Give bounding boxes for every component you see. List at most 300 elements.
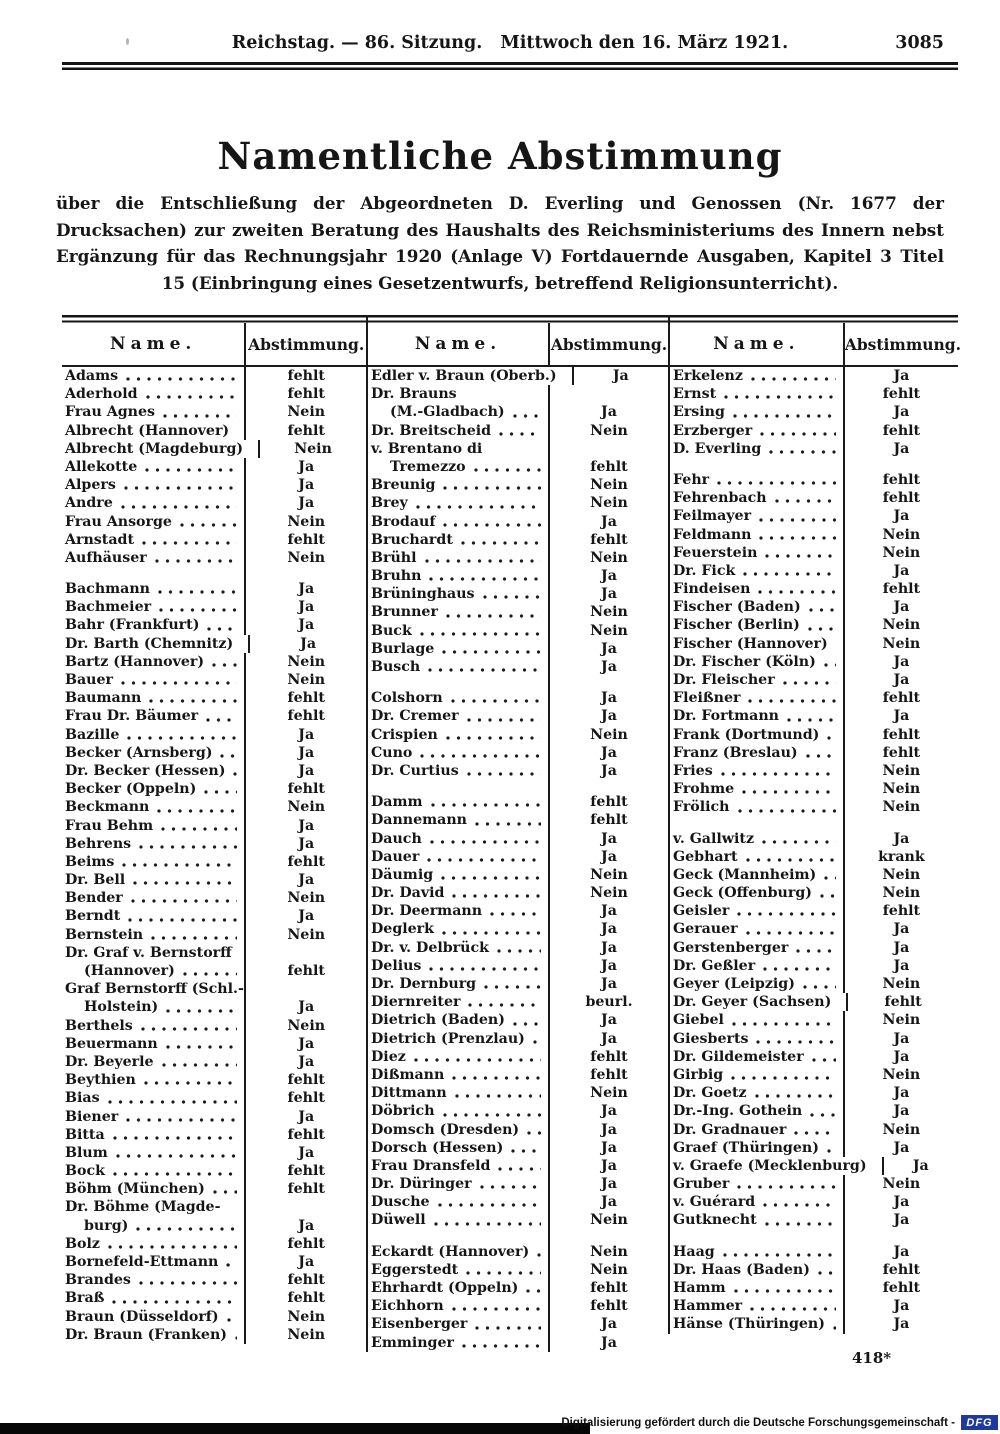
member-name-text: Döbrich (371, 1103, 435, 1120)
dot-leader (808, 627, 836, 631)
dot-leader (429, 967, 541, 971)
member-name (62, 1144, 244, 1162)
member-name (670, 1066, 843, 1084)
vote-value: Nein (843, 762, 958, 780)
member-name (670, 1315, 843, 1333)
dot-leader (126, 1118, 237, 1122)
member-name-text: Dr. Barth (Chemnitz) (65, 635, 234, 652)
table-row (670, 1297, 958, 1315)
table-row (62, 1308, 366, 1326)
dfg-logo: DFG (961, 1415, 998, 1430)
member-name (368, 403, 548, 421)
table-row (62, 671, 366, 689)
vote-value: Nein (244, 513, 366, 531)
dot-leader (124, 486, 238, 490)
member-name-text: Bartz (Hannover) (65, 653, 205, 670)
page-number: 3085 (895, 33, 944, 53)
member-name-text: Dr.-Ing. Gothein (673, 1103, 803, 1120)
dot-leader (121, 505, 238, 509)
member-name-text: Diez (371, 1048, 406, 1065)
table-row (670, 884, 958, 902)
scan-edge-artifact (0, 1423, 590, 1434)
dot-leader (113, 1172, 237, 1176)
table-row (62, 1271, 366, 1289)
member-name (62, 422, 244, 440)
table-row (62, 616, 366, 634)
table-row (368, 440, 668, 458)
member-name-text: Dr. Deermann (371, 903, 483, 920)
member-name (368, 513, 548, 531)
member-name (368, 1030, 548, 1048)
vote-value: Ja (244, 817, 366, 835)
member-name-text: Dr. Curtius (371, 762, 459, 779)
dot-leader (827, 736, 835, 740)
vote-value: Ja (248, 635, 366, 653)
member-name (368, 811, 548, 829)
vote-value: fehlt (843, 422, 958, 440)
member-name (62, 817, 244, 835)
member-name (62, 1235, 244, 1253)
dot-leader (490, 912, 541, 916)
vote-value (548, 385, 668, 403)
dot-leader (462, 1344, 541, 1348)
member-name (670, 975, 843, 993)
vote-value: Ja (548, 1030, 668, 1048)
dot-leader (511, 1149, 541, 1153)
member-name (670, 848, 843, 866)
table-row (62, 744, 366, 762)
member-name-text: (M.-Gladbach) (390, 404, 505, 421)
table-row (670, 1030, 958, 1048)
member-name-text: Dr. Haas (Baden) (673, 1261, 810, 1278)
member-name-text: Brühl (371, 549, 417, 566)
member-name (670, 1279, 843, 1297)
vote-value: fehlt (244, 689, 366, 707)
member-name (670, 1011, 843, 1029)
member-name-text: Dauch (371, 830, 422, 847)
table-row (670, 762, 958, 780)
dot-leader (149, 699, 237, 703)
member-name (368, 458, 548, 476)
dot-leader (414, 1058, 541, 1062)
block-gap-row (670, 1230, 958, 1243)
member-name (62, 762, 244, 780)
member-name-text: Beuermann (65, 1035, 158, 1052)
dot-leader (806, 754, 836, 758)
dot-leader (474, 468, 541, 472)
table-row (368, 744, 668, 762)
member-name (62, 598, 244, 616)
table-row (670, 598, 958, 616)
vote-value: Nein (244, 549, 366, 567)
vote-value: Nein (548, 1211, 668, 1229)
vote-value: Nein (548, 1243, 668, 1261)
member-name-text: Frohme (673, 781, 735, 798)
member-name-text: Dr. Cremer (371, 708, 459, 725)
member-name-text: Beckmann (65, 799, 150, 816)
dot-leader (159, 608, 237, 612)
vote-value (548, 1230, 668, 1243)
table-row (368, 403, 668, 421)
block-gap-row (368, 780, 668, 793)
vote-value: Ja (548, 689, 668, 707)
member-name (670, 884, 843, 902)
table-row (670, 489, 958, 507)
vote-value: Ja (244, 835, 366, 853)
member-name-text: Crispien (371, 726, 438, 743)
vote-value: Ja (843, 671, 958, 689)
member-name-text: Adams (65, 368, 119, 384)
dot-leader (820, 894, 836, 898)
name-column-header: Name. (713, 334, 800, 354)
dot-leader (475, 1326, 541, 1330)
member-name (670, 762, 843, 780)
table-row (62, 1053, 366, 1071)
dot-leader (796, 949, 835, 953)
vote-value: fehlt (548, 1297, 668, 1315)
vote-value (244, 944, 366, 962)
dot-leader (163, 414, 237, 418)
member-name-text: Brandes (65, 1272, 131, 1289)
dot-leader (113, 1136, 238, 1140)
vote-value: Ja (548, 1139, 668, 1157)
vote-value: fehlt (244, 1289, 366, 1307)
table-row (62, 476, 366, 494)
table-row (670, 1175, 958, 1193)
member-name (62, 944, 244, 962)
member-name (62, 1308, 244, 1326)
member-name-text: Braß (65, 1290, 105, 1307)
vote-value: fehlt (548, 793, 668, 811)
vote-value: Ja (548, 1193, 668, 1211)
member-name-text: Dr. Graf v. Bernstorff (65, 944, 232, 961)
vote-value: Nein (548, 726, 668, 744)
member-name-text: Burlage (371, 640, 435, 657)
dot-leader (416, 505, 541, 509)
vote-value (548, 780, 668, 793)
page-header (62, 33, 958, 53)
vote-value: Ja (244, 458, 366, 476)
table-row (368, 1157, 668, 1175)
member-name (670, 458, 843, 471)
dot-leader (446, 614, 541, 618)
member-name (670, 562, 843, 580)
member-name (62, 385, 244, 403)
member-name (670, 1030, 843, 1048)
member-name (368, 939, 548, 957)
dot-leader (139, 1281, 237, 1285)
table-row (62, 817, 366, 835)
vote-value: Ja (843, 1211, 958, 1229)
member-name (368, 744, 548, 762)
table-row (62, 494, 366, 512)
member-name (368, 1157, 548, 1175)
table-row (368, 422, 668, 440)
dot-leader (183, 972, 238, 976)
vote-value: Nein (548, 866, 668, 884)
member-name-text: Eggerstedt (371, 1261, 459, 1278)
member-name-text: Alpers (65, 477, 116, 494)
table-row (368, 1011, 668, 1029)
member-name (62, 403, 244, 421)
table-row (62, 403, 366, 421)
member-name-text: Edler v. Braun (Oberb.) (371, 368, 557, 384)
table-row (368, 494, 668, 512)
vote-value: Nein (843, 975, 958, 993)
vote-value: fehlt (548, 1066, 668, 1084)
table-row (62, 762, 366, 780)
dot-leader (142, 541, 237, 545)
member-name (368, 1211, 548, 1229)
member-name (62, 707, 244, 725)
dot-leader (108, 1100, 238, 1104)
vote-value: Ja (548, 902, 668, 920)
member-name-text: Ersing (673, 404, 725, 421)
table-row (670, 1261, 958, 1279)
dot-leader (751, 377, 836, 381)
member-name-text: Dr. Brauns (371, 386, 457, 403)
member-name (368, 1175, 548, 1193)
member-name-text: Dr. Beyerle (65, 1053, 154, 1070)
vote-table-column-2 (366, 315, 668, 1352)
table-row (670, 671, 958, 689)
vote-value: fehlt (244, 1071, 366, 1089)
member-name (62, 653, 244, 671)
table-row (62, 367, 366, 385)
dot-leader (166, 1009, 237, 1013)
vote-value: Nein (843, 526, 958, 544)
dot-leader (769, 450, 836, 454)
dot-leader (162, 1063, 238, 1067)
member-name-text: Dr. Düringer (371, 1176, 472, 1193)
member-name (670, 1193, 843, 1211)
member-name (670, 635, 843, 653)
table-row (62, 422, 366, 440)
member-name (670, 1230, 843, 1243)
member-name (368, 1193, 548, 1211)
vote-value: Ja (244, 580, 366, 598)
table-row (368, 1048, 668, 1066)
member-name-text: Gerauer (673, 921, 738, 938)
dot-leader (226, 1263, 237, 1267)
dot-leader (461, 541, 541, 545)
member-name-text: Fries (673, 762, 713, 779)
table-row (62, 1289, 366, 1307)
vote-value: Nein (548, 622, 668, 640)
session-title: Reichstag. — 86. Sitzung. (231, 33, 483, 53)
block-gap-row (670, 458, 958, 471)
member-name (368, 440, 548, 458)
table-row (670, 920, 958, 938)
member-name (670, 866, 843, 884)
table-row (62, 598, 366, 616)
vote-value: fehlt (244, 385, 366, 403)
table-row (368, 1243, 668, 1261)
vote-value: Nein (843, 1175, 958, 1193)
member-name (62, 1126, 244, 1144)
header-rule (62, 62, 958, 71)
vote-value: Nein (548, 476, 668, 494)
vote-value: fehlt (548, 811, 668, 829)
table-row (368, 1066, 668, 1084)
member-name-text: Girbig (673, 1066, 724, 1083)
member-name-text: Berndt (65, 908, 121, 925)
table-row (670, 562, 958, 580)
member-name (62, 1017, 244, 1035)
member-name-text: v. Graefe (Mecklenburg) (673, 1157, 867, 1174)
table-row (62, 1071, 366, 1089)
member-name-text: Bruhn (371, 568, 422, 585)
dot-leader (442, 650, 541, 654)
vote-value: Ja (843, 830, 958, 848)
member-name-text: Baumann (65, 690, 142, 707)
member-name-text: Dittmann (371, 1085, 447, 1102)
member-name-text: Dr. Geßler (673, 957, 756, 974)
member-name-text: Dr. v. Delbrück (371, 939, 489, 956)
dot-leader (126, 377, 237, 381)
member-name (62, 980, 244, 998)
table-row (368, 1139, 668, 1157)
vote-value: fehlt (244, 1180, 366, 1198)
vote-value: Ja (882, 1157, 958, 1175)
member-name (670, 367, 843, 385)
member-name-text: Feldmann (673, 526, 752, 543)
table-row (62, 907, 366, 925)
member-name (368, 689, 548, 707)
table-row (670, 440, 958, 458)
member-name-text: Geyer (Leipzig) (673, 976, 795, 992)
member-name (62, 1053, 244, 1071)
member-name (368, 640, 548, 658)
dot-leader (731, 1076, 836, 1080)
vote-value: fehlt (244, 707, 366, 725)
table-body (368, 367, 668, 1352)
member-name (670, 689, 843, 707)
table-row (368, 640, 668, 658)
member-name-text: Beims (65, 853, 115, 870)
member-name-text: Colshorn (371, 690, 443, 707)
member-name-text: Frau Ansorge (65, 513, 172, 530)
member-name (670, 422, 843, 440)
vote-value: Nein (843, 544, 958, 562)
member-name (670, 780, 843, 798)
vote-value: Ja (244, 744, 366, 762)
vote-value: Ja (244, 1253, 366, 1271)
vote-value: fehlt (843, 1279, 958, 1297)
vote-value: fehlt (244, 1126, 366, 1144)
member-name-text: (Hannover) (84, 963, 175, 979)
table-row (368, 549, 668, 567)
member-name (368, 957, 548, 975)
member-name-text: Dr. Fischer (Köln) (673, 653, 816, 670)
member-name (368, 975, 548, 993)
vote-value: Nein (244, 1308, 366, 1326)
vote-value: Ja (843, 1297, 958, 1315)
dot-leader (434, 1222, 541, 1226)
table-row (62, 780, 366, 798)
dot-leader (428, 668, 541, 672)
member-name-text: Domsch (Dresden) (371, 1121, 520, 1138)
table-row (368, 1084, 668, 1102)
dot-leader (227, 1318, 238, 1322)
dot-leader (206, 718, 237, 722)
member-name (670, 1121, 843, 1139)
member-name (368, 603, 548, 621)
table-row (670, 367, 958, 385)
vote-value: Ja (843, 1243, 958, 1261)
vote-value: Nein (244, 1017, 366, 1035)
vote-value: Ja (548, 513, 668, 531)
member-name-text: Fehr (673, 471, 710, 488)
table-row (368, 1297, 668, 1315)
dot-leader (139, 845, 237, 849)
vote-value: Ja (244, 1053, 366, 1071)
table-row (62, 944, 366, 962)
member-name (368, 1243, 548, 1261)
vote-value: Ja (548, 1175, 668, 1193)
table-row (670, 1157, 958, 1175)
member-name-text: Graef (Thüringen) (673, 1139, 819, 1156)
vote-value (548, 440, 668, 458)
member-name (62, 1198, 244, 1216)
vote-value (843, 1230, 958, 1243)
vote-value: fehlt (244, 367, 366, 385)
dot-leader (446, 736, 541, 740)
member-name (368, 1121, 548, 1139)
table-row (62, 853, 366, 871)
member-name-text: Gerstenberger (673, 939, 789, 956)
dot-leader (721, 772, 836, 776)
vote-value: Ja (548, 658, 668, 676)
table-body (62, 367, 366, 1344)
session-date: Mittwoch den 16. März 1921. (500, 33, 789, 53)
dot-leader (180, 523, 237, 527)
table-row (368, 1261, 668, 1279)
dot-leader (425, 559, 542, 563)
member-name-text: Dr. Fleischer (673, 672, 775, 688)
vote-value: Nein (244, 889, 366, 907)
vote-column-header: Abstimmung. (244, 323, 366, 365)
vote-value: Ja (843, 707, 958, 725)
member-name-text: Bazille (65, 726, 120, 743)
vote-value: Ja (244, 1108, 366, 1126)
member-name (670, 902, 843, 920)
dot-leader (207, 627, 237, 631)
member-name (670, 1297, 843, 1315)
dot-leader (526, 1289, 541, 1293)
table-row (670, 939, 958, 957)
dot-leader (233, 772, 237, 776)
table-row (368, 1211, 668, 1229)
table-row (670, 866, 958, 884)
table-header-row (368, 323, 668, 367)
member-name (368, 367, 572, 385)
dot-leader (128, 918, 237, 922)
dot-leader (438, 1203, 541, 1207)
member-name (62, 780, 244, 798)
member-name-text: Dr. Gradnauer (673, 1121, 787, 1138)
vote-value: Ja (548, 1102, 668, 1120)
member-name (670, 830, 843, 848)
vote-value: Nein (843, 780, 958, 798)
member-name (670, 726, 843, 744)
vote-value: Ja (548, 1121, 668, 1139)
member-name-text: v. Gallwitz (673, 830, 754, 847)
vote-value: Ja (843, 1193, 958, 1211)
vote-value: Ja (843, 1102, 958, 1120)
member-name-text: Erzberger (673, 422, 753, 439)
member-name (670, 1084, 843, 1102)
